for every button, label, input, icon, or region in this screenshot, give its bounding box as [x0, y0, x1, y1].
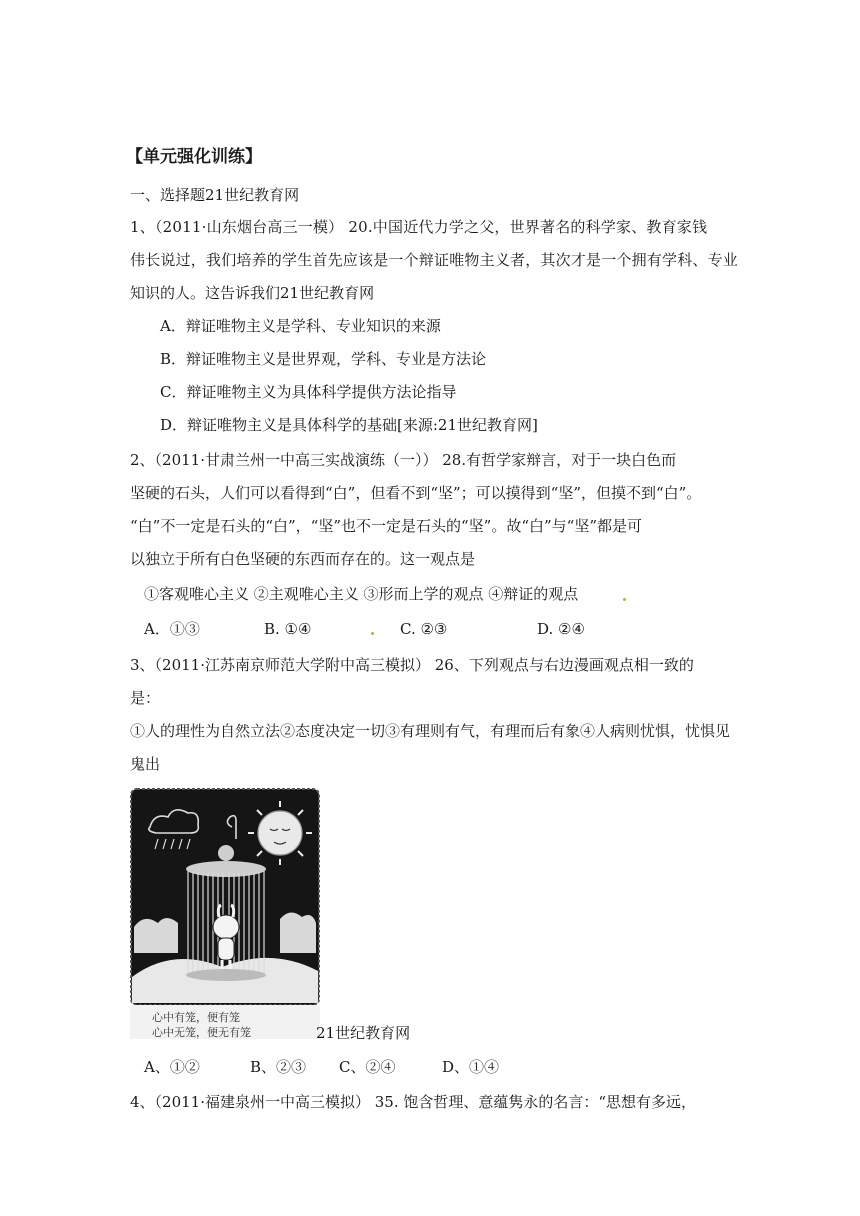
q2-choice-c: C. ②③: [400, 620, 448, 638]
figure-caption: 21世纪教育网: [316, 1024, 411, 1042]
stray-dot: [623, 598, 626, 601]
cartoon-caption-2: 心中无笼，便无有笼: [152, 1026, 251, 1039]
q1-option-d: D．辩证唯物主义是具体科学的基础[来源:21世纪教育网]: [160, 416, 538, 434]
q1-line3: 知识的人。这告诉我们21世纪教育网: [130, 284, 375, 302]
q2-choice-b: B. ①④: [264, 620, 312, 638]
q2-statements: ①客观唯心主义 ②主观唯心主义 ③形而上学的观点 ④辩证的观点: [144, 585, 579, 603]
section-title: 一、选择题21世纪教育网: [130, 186, 300, 204]
q2-choices: [144, 618, 754, 640]
cartoon-illustration: [130, 787, 320, 1039]
q3-line3: ①人的理性为自然立法②态度决定一切③有理则有气，有理而后有象④人病则忧惧，忧惧见: [130, 722, 731, 740]
q3-choice-c: C、②④: [339, 1058, 396, 1076]
q2-line4: 以独立于所有白色坚硬的东西而存在的。这一观点是: [130, 550, 476, 568]
q1-option-c: C．辩证唯物主义为具体科学提供方法论指导: [160, 383, 457, 401]
q2-line3: “白”不一定是石头的“白”，“坚”也不一定是石头的“坚”。故“白”与“坚”都是可: [130, 517, 643, 535]
q2-line1: 2、（2011·甘肃兰州一中高三实战演练（一）） 28.有哲学家辩言，对于一块白色而: [130, 451, 677, 469]
q3-choices: [144, 1056, 754, 1078]
q4-line1: 4、（2011·福建泉州一中高三模拟） 35. 饱含哲理、意蕴隽永的名言：“思想有多远，: [130, 1093, 697, 1111]
q2-line2: 坚硬的石头，人们可以看得到“白”，但看不到“坚”；可以摸得到“坚”，但摸不到“白”。: [130, 484, 702, 502]
cartoon-caption-1: 心中有笼，便有笼: [152, 1011, 240, 1024]
q3-line2: 是：: [130, 689, 161, 707]
q3-line1: 3、（2011·江苏南京师范大学附中高三模拟） 26、下列观点与右边漫画观点相一致的: [130, 656, 694, 674]
q2-choice-d: D. ②④: [537, 620, 585, 638]
q3-choice-a: A、①②: [144, 1058, 200, 1076]
section-heading: 【单元强化训练】: [126, 147, 262, 167]
q1-option-a: A．辩证唯物主义是学科、专业知识的来源: [160, 317, 441, 335]
stray-dot: [371, 632, 374, 635]
q1-line1: 1、（2011·山东烟台高三一模） 20.中国近代力学之父，世界著名的科学家、教育家钱: [130, 218, 708, 236]
sun-icon: [248, 801, 312, 865]
q3-choice-b: B、②③: [250, 1058, 307, 1076]
q2-choice-a: A．①③: [144, 620, 200, 638]
q1-line2: 伟长说过，我们培养的学生首先应该是一个辩证唯物主义者，其次才是一个拥有学科、专业: [130, 251, 739, 269]
q1-option-b: B．辩证唯物主义是世界观，学科、专业是方法论: [160, 350, 487, 368]
q3-choice-d: D、①④: [442, 1058, 500, 1076]
q3-line4: 鬼出: [130, 755, 161, 773]
cartoon-drawing: [130, 787, 320, 1039]
